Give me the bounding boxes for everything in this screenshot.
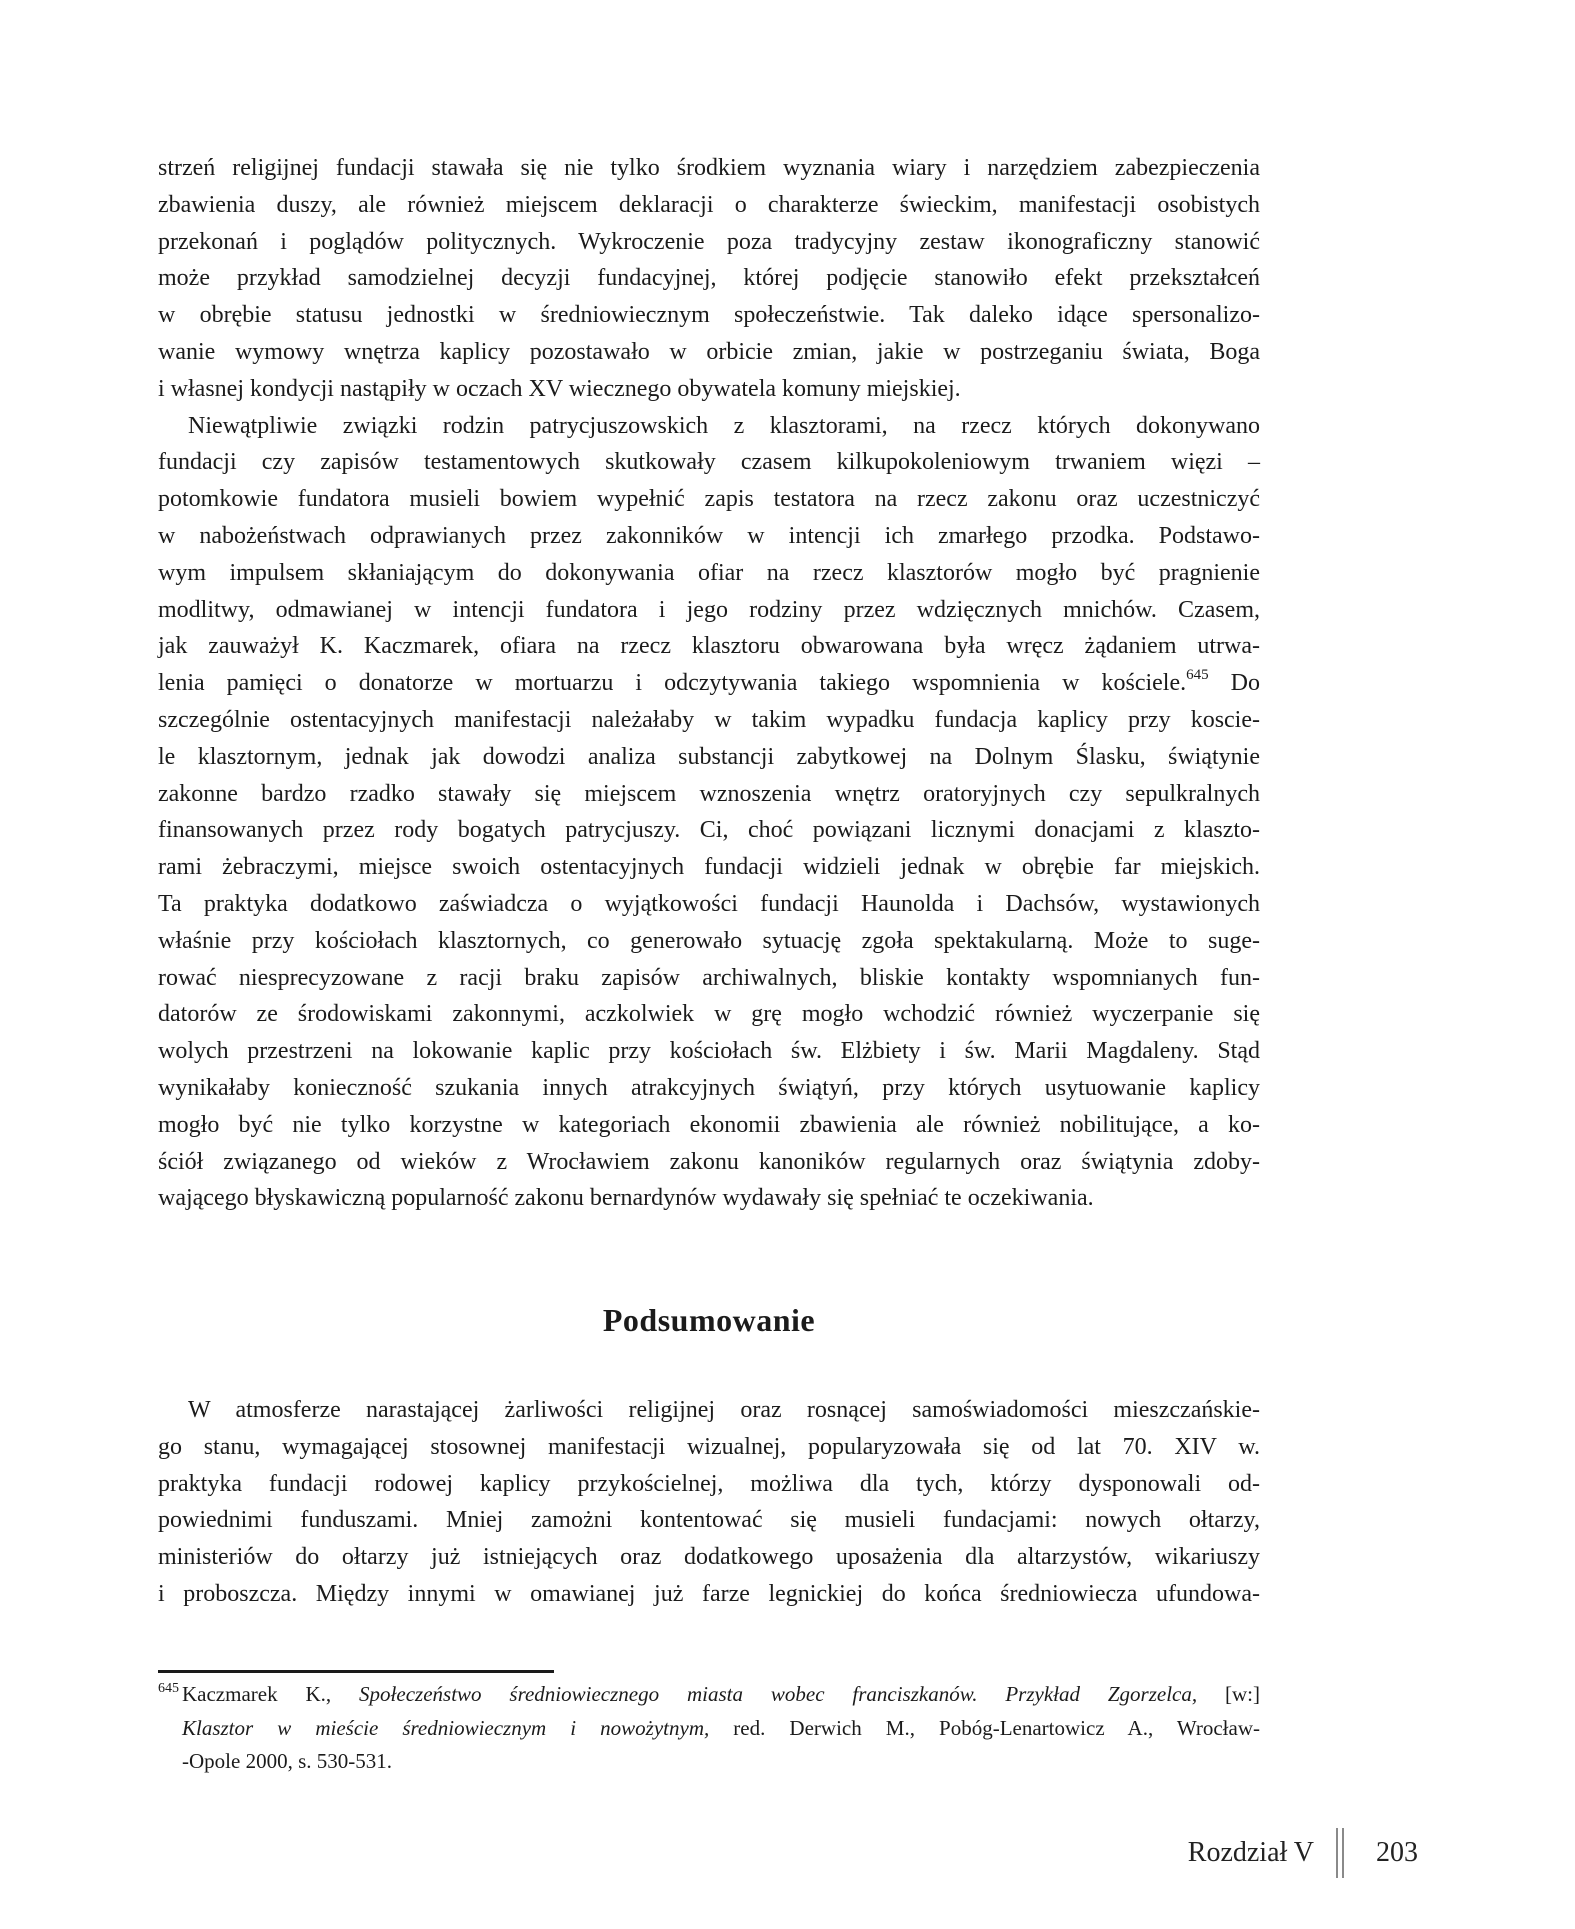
text-segment: jak zauważył K. Kaczmarek, ofiara na rzecz klasztoru obwarowana była wręcz żądaniem utrwa- xyxy=(158,633,1260,660)
text-segment: zbawienia duszy, ale również miejscem deklaracji o charakterze świeckim, manifestacji osobistych xyxy=(158,191,1260,218)
text-line xyxy=(158,739,1260,776)
section-heading: Podsumowanie xyxy=(602,1302,816,1338)
text-line xyxy=(158,334,1260,371)
text-segment: Niewątpliwie związki rodzin patrycjuszowskich z klasztorami, na rzecz których dokonywano xyxy=(188,412,1260,439)
text-segment: rować niesprecyzowane z racji braku zapisów archiwalnych, bliskie kontakty wspomnianych fun- xyxy=(158,964,1260,991)
paragraph xyxy=(158,1392,1260,1613)
paragraph xyxy=(158,150,1260,408)
footnote-reference: 645 xyxy=(1186,667,1209,684)
text-segment: go stanu, wymagającej stosownej manifestacji wizualnej, popularyzowała się od lat 70. XIV w. xyxy=(158,1433,1260,1460)
text-line xyxy=(158,224,1260,261)
text-line xyxy=(158,260,1260,297)
text-segment: wanie wymowy wnętrza kaplicy pozostawało w orbicie zmian, jakie w postrzeganiu świata, Boga xyxy=(158,338,1260,365)
text-segment: i własnej kondycji nastąpiły w oczach XV wiecznego obywatela komuny miejskiej. xyxy=(158,375,961,402)
text-segment: strzeń religijnej fundacji stawała się nie tylko środkiem wyznania wiary i narzędziem zabezpieczenia xyxy=(158,155,1260,181)
text-segment: Kaczmarek K., xyxy=(182,1682,360,1706)
text-segment: powiednimi funduszami. Mniej zamożni kontentować się musieli fundacjami: nowych ołtarzy, xyxy=(158,1507,1260,1534)
text-segment: fundacji czy zapisów testamentowych skutkowały czasem kilkupokoleniowym trwaniem więzi – xyxy=(158,449,1260,476)
body-text-block-2 xyxy=(158,1392,1260,1613)
text-segment: wolych przestrzeni na lokowanie kaplic przy kościołach św. Elżbiety i św. Marii Magdaleny. Stąd xyxy=(158,1038,1260,1065)
text-segment: szczególnie ostentacyjnych manifestacji należałaby w takim wypadku fundacja kaplicy przy koscie- xyxy=(158,706,1260,733)
text-line xyxy=(158,849,1260,886)
text-line xyxy=(158,555,1260,592)
text-line xyxy=(158,518,1260,555)
text-segment: wym impulsem skłaniającym do dokonywania ofiar na rzecz klasztorów mogło być pragnienie xyxy=(158,559,1260,586)
text-segment: zakonne bardzo rzadko stawały się miejscem wznoszenia wnętrz oratoryjnych czy sepulkralnych xyxy=(158,780,1260,807)
text-line xyxy=(158,1429,1260,1466)
paragraph xyxy=(158,408,1260,1218)
text-segment: i proboszcza. Między innymi w omawianej już farze legnickiej do końca średniowiecza ufundowa- xyxy=(158,1580,1260,1607)
text-line xyxy=(158,1033,1260,1070)
page-footer xyxy=(1188,1828,1418,1878)
text-line xyxy=(158,1712,1260,1746)
text-line xyxy=(158,886,1260,923)
text-line xyxy=(158,1502,1260,1539)
text-line xyxy=(158,1392,1260,1429)
text-line xyxy=(158,960,1260,997)
text-segment: ministeriów do ołtarzy już istniejących oraz dodatkowego uposażenia dla altarzystów, wikariuszy xyxy=(158,1544,1260,1571)
text-segment: [w:] xyxy=(1197,1682,1260,1706)
text-segment: potomkowie fundatora musieli bowiem wypełnić zapis testatora na rzecz zakonu oraz uczestniczyć xyxy=(158,486,1260,513)
text-segment: w nabożeństwach odprawianych przez zakonników w intencji ich zmarłego przodka. Podstawo- xyxy=(158,522,1260,549)
text-line xyxy=(158,1576,1260,1613)
text-segment: Do xyxy=(1208,670,1260,697)
text-segment: Ta praktyka dodatkowo zaświadcza o wyjątkowości fundacji Haunolda i Dachsów, wystawionych xyxy=(158,890,1260,917)
footer-chapter-label: Rozdział V xyxy=(1187,1837,1314,1868)
text-line xyxy=(158,1144,1260,1181)
text-line xyxy=(158,1070,1260,1107)
text-segment: w obrębie statusu jednostki w średniowiecznym społeczeństwie. Tak daleko idące spersonalizo- xyxy=(158,302,1260,329)
text-line xyxy=(158,628,1260,665)
footnote-rule xyxy=(158,1670,554,1673)
text-segment: datorów ze środowiskami zakonnymi, aczkolwiek w grę mogło wchodzić również wyczerpanie się xyxy=(158,1001,1260,1028)
text-line xyxy=(158,592,1260,629)
text-segment: red. Derwich M., Pobóg-Lenartowicz A., Wrocław- xyxy=(709,1715,1260,1740)
text-segment: le klasztornym, jednak jak dowodzi analiza substancji zabytkowej na Dolnym Ślasku, świątynie xyxy=(158,743,1260,770)
text-segment: -Opole 2000, s. 530-531. xyxy=(182,1749,392,1773)
text-line xyxy=(158,371,1260,408)
text-segment: lenia pamięci o donatorze w mortuarzu i odczytywania takiego wspomnienia w kościele. xyxy=(158,670,1187,697)
text-line xyxy=(158,923,1260,960)
text-segment: W atmosferze narastającej żarliwości religijnej oraz rosnącej samoświadomości mieszczańskie- xyxy=(188,1397,1260,1423)
text-line xyxy=(158,1466,1260,1503)
text-line xyxy=(158,812,1260,849)
text-line xyxy=(158,996,1260,1033)
text-line xyxy=(158,444,1260,481)
text-line xyxy=(158,408,1260,445)
text-segment: rami żebraczymi, miejsce swoich ostentacyjnych fundacji widzieli jednak w obrębie far miejskich. xyxy=(158,854,1260,881)
text-line xyxy=(158,150,1260,187)
text-segment: właśnie przy kościołach klasztornych, co generowało sytuację zgoła spektakularną. Może to suge- xyxy=(158,927,1260,954)
footnote-marker: 645 xyxy=(158,1681,179,1696)
text-line xyxy=(158,702,1260,739)
italic-text: Społeczeństwo średniowiecznego miasta wobec franciszkanów. Przykład Zgorzelca, xyxy=(359,1682,1198,1706)
text-line xyxy=(158,1107,1260,1144)
italic-text: Klasztor w mieście średniowiecznym i nowożytnym, xyxy=(182,1715,710,1740)
text-segment: ściół związanego od wieków z Wrocławiem zakonu kanoników regularnych oraz świątynia zdoby- xyxy=(158,1148,1260,1175)
text-line xyxy=(158,665,1260,702)
text-line xyxy=(158,1539,1260,1576)
text-line xyxy=(158,187,1260,224)
text-line xyxy=(158,1678,1260,1712)
text-segment: finansowanych przez rody bogatych patrycjuszy. Ci, choć powiązani licznymi donacjami z klaszto- xyxy=(158,817,1260,844)
body-text-block-1 xyxy=(158,150,1260,1217)
text-segment: modlitwy, odmawianej w intencji fundatora i jego rodziny przez wdzięcznych mnichów. Czasem, xyxy=(158,596,1260,623)
text-segment: praktyka fundacji rodowej kaplicy przykościelnej, możliwa dla tych, którzy dysponowali od- xyxy=(158,1470,1260,1497)
footnote xyxy=(158,1678,1260,1779)
text-line xyxy=(158,1180,1260,1217)
text-segment: mogło być nie tylko korzystne w kategoriach ekonomii zbawienia ale również nobilitujące, a ko- xyxy=(158,1111,1260,1138)
text-segment: może przykład samodzielnej decyzji fundacyjnej, której podjęcie stanowiło efekt przekształceń xyxy=(158,265,1260,292)
footer-page-number: 203 xyxy=(1376,1837,1418,1868)
text-segment: przekonań i poglądów politycznych. Wykroczenie poza tradycyjny zestaw ikonograficzny stanowić xyxy=(158,228,1260,255)
text-line xyxy=(158,481,1260,518)
text-segment: wynikałaby konieczność szukania innych atrakcyjnych świątyń, przy których usytuowanie kaplicy xyxy=(158,1074,1260,1101)
text-segment: wającego błyskawiczną popularność zakonu bernardynów wydawały się spełniać te oczekiwania. xyxy=(158,1185,1094,1212)
footer-separator-bars xyxy=(1336,1828,1344,1878)
text-line xyxy=(158,1745,1260,1779)
text-line xyxy=(158,297,1260,334)
text-line xyxy=(158,776,1260,813)
